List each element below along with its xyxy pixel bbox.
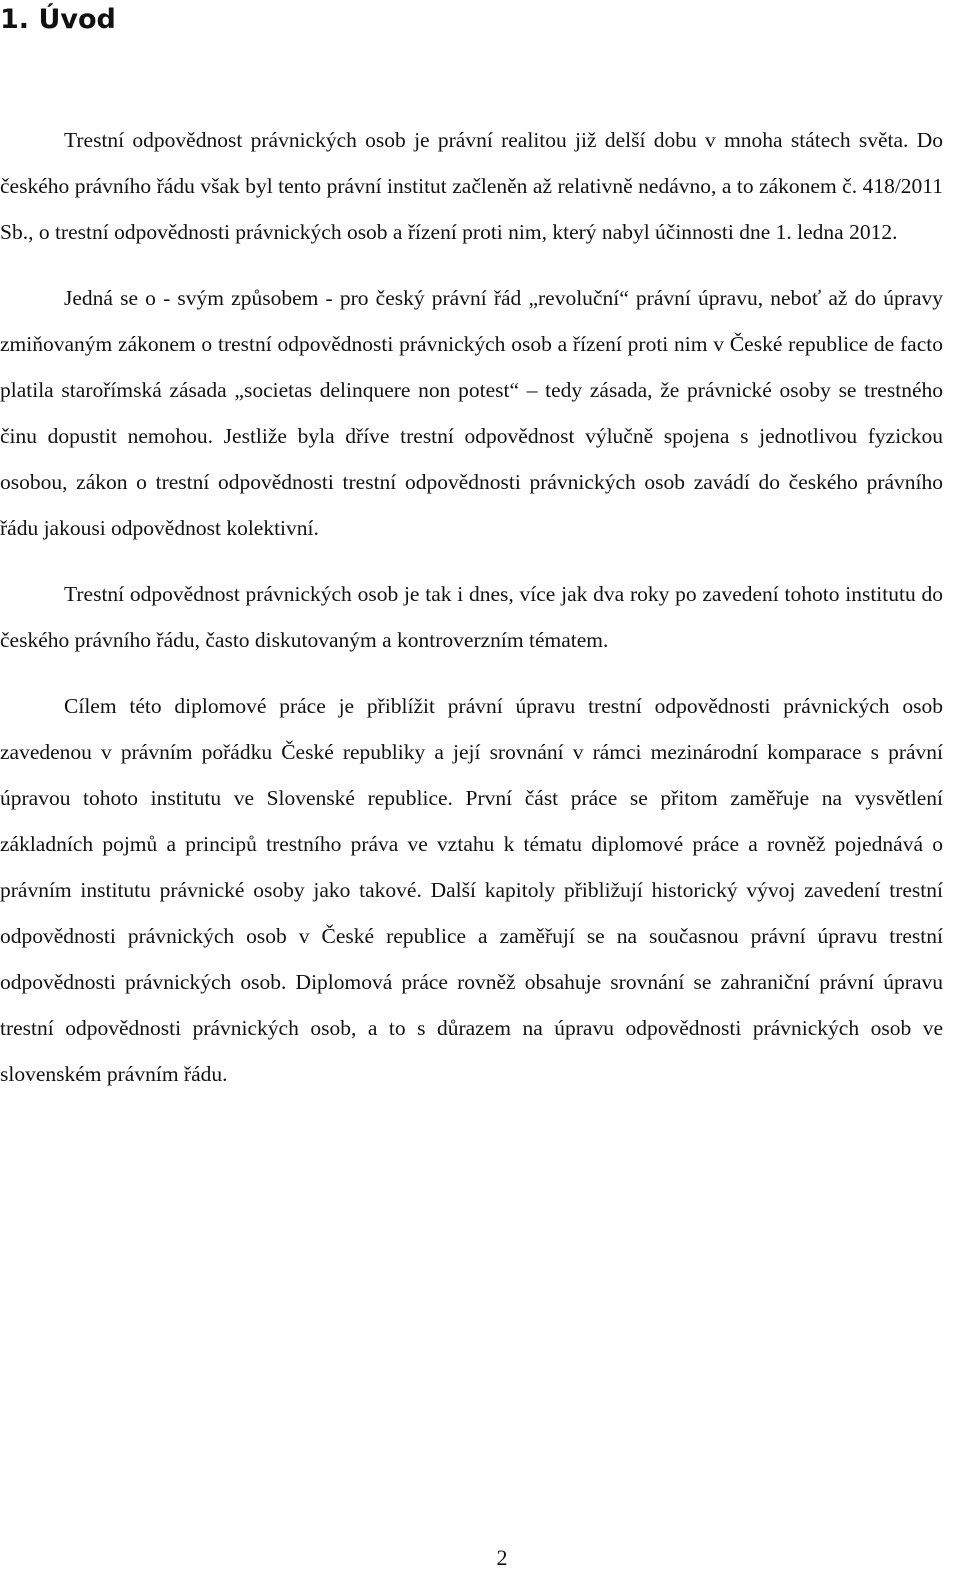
chapter-body	[0, 117, 943, 1097]
paragraph-aim: Cílem této diplomové práce je přiblížit právní úpravu trestní odpovědnosti právnických osob zavedenou v právním pořádku České republiky a její srovnání v rámci mezinárodní komparace s právní úpravou tohoto institutu ve Slovenské republice. První část práce se přitom zaměřuje na vysvětlení základních pojmů a principů trestního práva ve vztahu k tématu diplomové práce a rovněž pojednává o právním institutu právnické osoby jako takové. Další kapitoly přibližují historický vývoj zavedení trestní odpovědnosti právnických osob v České republice a zaměřují se na současnou právní úpravu trestní odpovědnosti právnických osob. Diplomová práce rovněž obsahuje srovnání se zahraniční právní úpravu trestní odpovědnosti právnických osob, a to s důrazem na úpravu odpovědnosti právnických osob ve slovenském právním řádu.	[0, 694, 943, 1086]
paragraph-revolutionary: Jedná se o - svým způsobem - pro český právní řád „revoluční“ právní úpravu, neboť až do úpravy zmiňovaným zákonem o trestní odpovědnosti právnických osob a řízení proti nim v České republice de facto platila starořímská zásada „societas delinquere non potest“ – tedy zásada, že právnické osoby se trestného činu dopustit nemohou. Jestliže byla dříve trestní odpovědnost výlučně spojena s jednotlivou fyzickou osobou, zákon o trestní odpovědnosti trestní odpovědnosti právnických osob zavádí do českého právního řádu jakousi odpovědnost kolektivní.	[0, 286, 943, 540]
chapter-heading: 1. Úvod	[0, 4, 116, 35]
paragraph-controversy: Trestní odpovědnost právnických osob je tak i dnes, více jak dva roky po zavedení tohoto institutu do českého právního řádu, často diskutovaným a kontroverzním tématem.	[0, 582, 943, 652]
paragraph-intro: Trestní odpovědnost právnických osob je právní realitou již delší dobu v mnoha státech světa. Do českého právního řádu však byl tento právní institut začleněn až relativně nedávno, a to zákonem č. 418/2011 Sb., o trestní odpovědnosti právnických osob a řízení proti nim, který nabyl účinnosti dne 1. ledna 2012.	[0, 128, 943, 244]
page-number: 2	[496, 1545, 508, 1570]
